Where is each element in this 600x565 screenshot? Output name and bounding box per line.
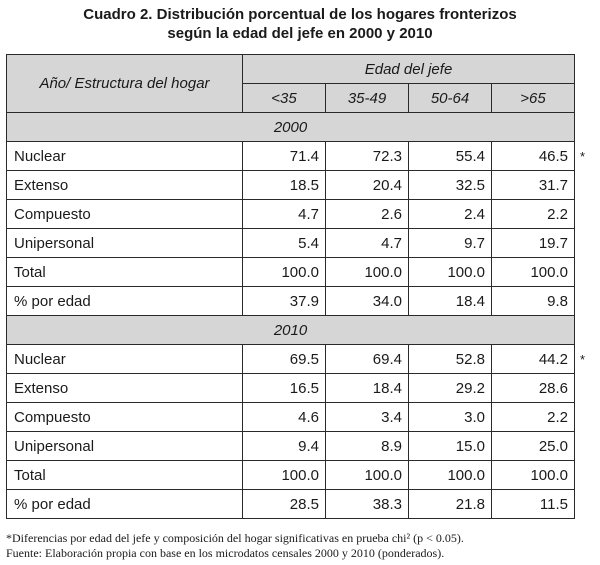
value-cell: 4.7 xyxy=(326,229,409,258)
column-header: 50-64 xyxy=(409,84,492,113)
row-label: Compuesto xyxy=(7,403,243,432)
row-label: Total xyxy=(7,258,243,287)
row-label: Nuclear xyxy=(7,345,243,374)
table-row xyxy=(7,258,575,287)
value-cell: 5.4 xyxy=(243,229,326,258)
value-cell: 37.9 xyxy=(243,287,326,316)
value-cell: 100.0 xyxy=(409,258,492,287)
table-row xyxy=(7,229,575,258)
value-cell: 15.0 xyxy=(409,432,492,461)
value-cell: 20.4 xyxy=(326,171,409,200)
value-cell: 52.8 xyxy=(409,345,492,374)
column-header: <35 xyxy=(243,84,326,113)
table-row xyxy=(7,287,575,316)
row-label: Unipersonal xyxy=(7,432,243,461)
value-cell: 18.5 xyxy=(243,171,326,200)
significance-mark: * xyxy=(580,148,586,164)
value-cell: 100.0 xyxy=(243,258,326,287)
value-cell: 2.2 xyxy=(492,403,575,432)
table-body xyxy=(7,113,575,519)
value-cell: 8.9 xyxy=(326,432,409,461)
value-cell: 38.3 xyxy=(326,490,409,519)
year-section-header: 2000 xyxy=(7,113,575,142)
value-cell: 100.0 xyxy=(492,258,575,287)
row-label: Extenso xyxy=(7,374,243,403)
value-cell: 72.3 xyxy=(326,142,409,171)
row-label: Extenso xyxy=(7,171,243,200)
table-row xyxy=(7,490,575,519)
row-label: % por edad xyxy=(7,490,243,519)
value-cell: 18.4 xyxy=(326,374,409,403)
column-header: 35-49 xyxy=(326,84,409,113)
value-cell: 25.0 xyxy=(492,432,575,461)
value-cell: 11.5 xyxy=(492,490,575,519)
table-row xyxy=(7,142,575,171)
value-cell: 55.4 xyxy=(409,142,492,171)
value-cell: 69.4 xyxy=(326,345,409,374)
value-cell: 29.2 xyxy=(409,374,492,403)
value-cell: 18.4 xyxy=(409,287,492,316)
row-label: Compuesto xyxy=(7,200,243,229)
footnote: *Diferencias por edad del jefe y composición del hogar significativas en prueba chi² (p < 0.05). xyxy=(6,531,464,545)
distribution-table xyxy=(6,54,575,519)
table-row xyxy=(7,461,575,490)
value-cell: 46.5 xyxy=(492,142,575,171)
value-cell: 28.5 xyxy=(243,490,326,519)
value-cell: 3.0 xyxy=(409,403,492,432)
value-cell: 19.7 xyxy=(492,229,575,258)
row-label: Unipersonal xyxy=(7,229,243,258)
table-row xyxy=(7,432,575,461)
value-cell: 3.4 xyxy=(326,403,409,432)
column-header: >65 xyxy=(492,84,575,113)
row-label: Total xyxy=(7,461,243,490)
value-cell: 100.0 xyxy=(243,461,326,490)
value-cell: 21.8 xyxy=(409,490,492,519)
year-section-header: 2010 xyxy=(7,316,575,345)
value-cell: 71.4 xyxy=(243,142,326,171)
value-cell: 44.2 xyxy=(492,345,575,374)
value-cell: 2.2 xyxy=(492,200,575,229)
table-row xyxy=(7,200,575,229)
row-label: % por edad xyxy=(7,287,243,316)
value-cell: 4.7 xyxy=(243,200,326,229)
value-cell: 31.7 xyxy=(492,171,575,200)
table-title-line-1: Cuadro 2. Distribución porcentual de los hogares fronterizos xyxy=(83,6,517,23)
table-title-line-2: según la edad del jefe en 2000 y 2010 xyxy=(167,25,433,42)
value-cell: 9.4 xyxy=(243,432,326,461)
value-cell: 100.0 xyxy=(326,258,409,287)
row-label: Nuclear xyxy=(7,142,243,171)
table-notes xyxy=(6,531,596,561)
table-row xyxy=(7,374,575,403)
value-cell: 4.6 xyxy=(243,403,326,432)
value-cell: 100.0 xyxy=(409,461,492,490)
value-cell: 100.0 xyxy=(492,461,575,490)
value-cell: 100.0 xyxy=(326,461,409,490)
value-cell: 69.5 xyxy=(243,345,326,374)
value-cell: 16.5 xyxy=(243,374,326,403)
value-cell: 2.6 xyxy=(326,200,409,229)
value-cell: 9.7 xyxy=(409,229,492,258)
table-row xyxy=(7,403,575,432)
significance-mark: * xyxy=(580,351,586,367)
row-header-cell: Año/ Estructura del hogar xyxy=(7,55,243,113)
value-cell: 34.0 xyxy=(326,287,409,316)
table-row xyxy=(7,171,575,200)
value-cell: 9.8 xyxy=(492,287,575,316)
table-row xyxy=(7,345,575,374)
age-group-header: Edad del jefe xyxy=(243,55,575,84)
source-note: Fuente: Elaboración propia con base en los microdatos censales 2000 y 2010 (ponderados). xyxy=(6,546,445,560)
value-cell: 32.5 xyxy=(409,171,492,200)
value-cell: 28.6 xyxy=(492,374,575,403)
value-cell: 2.4 xyxy=(409,200,492,229)
